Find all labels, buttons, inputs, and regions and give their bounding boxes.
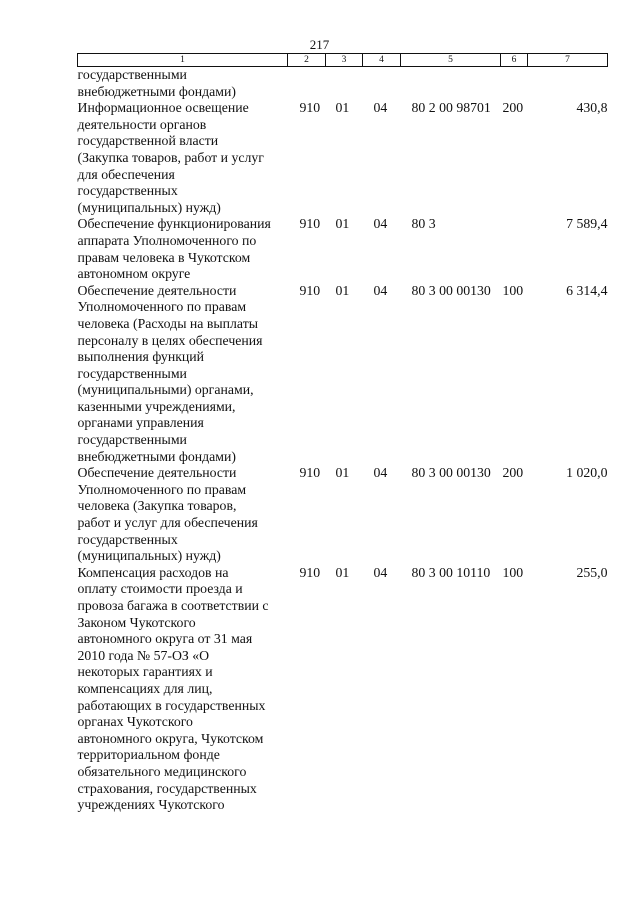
expense-name: Обеспечение деятельности Уполномоченного по правам человека (Расходы на выплаты персоналу в целях обеспечения выполнения функций государственными (муниципальными) органами, казенными учреждениями, органами управления государственными внебюджетными фондами) <box>77 282 263 464</box>
table-row <box>78 100 608 216</box>
target-article-code <box>401 67 501 101</box>
amount: 7 589,4 <box>566 216 608 232</box>
amount: 6 314,4 <box>566 282 608 298</box>
chapter-code: 910 <box>299 465 321 481</box>
column-number-header: 5 <box>401 54 501 67</box>
column-number-header: 1 <box>78 54 288 67</box>
budget-table <box>77 53 608 814</box>
target-article-code: 80 3 00 00130 <box>411 465 491 481</box>
expense-name: Компенсация расходов на оплату стоимости проезда и провоза багажа в соответствии с Законом Чукотского автономного округа от 31 мая 2010 года № 57-ОЗ «О некоторых гарантиях и компенсациях для лиц, работающих в государственных органах Чукотского автономного округа, Чукотском территориальном фонде обязательного медицинского страхования, государственных учреждениях Чукотского <box>77 564 269 813</box>
chapter-code: 910 <box>299 100 321 116</box>
column-number-header: 6 <box>501 54 528 67</box>
column-number-header: 4 <box>363 54 401 67</box>
table-row <box>78 283 608 466</box>
expense-type-code: 100 <box>502 564 524 580</box>
page-number: 217 <box>309 37 330 52</box>
column-number-header: 7 <box>528 54 608 67</box>
subsection-code: 04 <box>373 100 388 116</box>
section-code: 01 <box>335 564 350 580</box>
amount: 255,0 <box>576 564 608 580</box>
expense-name: государственными внебюджетными фондами) <box>77 67 236 99</box>
column-number-header: 3 <box>326 54 363 67</box>
subsection-code <box>363 67 401 101</box>
subsection-code: 04 <box>373 465 388 481</box>
subsection-code: 04 <box>373 282 388 298</box>
amount: 430,8 <box>576 100 608 116</box>
subsection-code: 04 <box>373 216 388 232</box>
amount: 1 020,0 <box>566 465 608 481</box>
amount <box>528 67 608 101</box>
table-row <box>78 67 608 101</box>
section-code <box>326 67 363 101</box>
chapter-code <box>288 67 326 101</box>
section-code: 01 <box>335 282 350 298</box>
column-number-row <box>78 54 608 67</box>
section-code: 01 <box>335 216 350 232</box>
table-row <box>78 216 608 282</box>
expense-type-code: 200 <box>502 465 524 481</box>
expense-name: Обеспечение функционирования аппарата Уполномоченного по правам человека в Чукотском автономном округе <box>77 216 271 282</box>
chapter-code: 910 <box>299 216 321 232</box>
expense-name: Информационное освещение деятельности органов государственной власти (Закупка товаров, работ и услуг для обеспечения государственных (муниципальных) нужд) <box>77 100 264 215</box>
expense-type-code <box>501 67 528 101</box>
target-article-code: 80 3 <box>411 216 436 232</box>
section-code: 01 <box>335 100 350 116</box>
expense-name: Обеспечение деятельности Уполномоченного по правам человека (Закупка товаров, работ и услуг для обеспечения государственных (муниципальных) нужд) <box>77 465 258 564</box>
target-article-code: 80 3 00 00130 <box>411 282 491 298</box>
table-row <box>78 565 608 814</box>
expense-type-code <box>501 216 528 282</box>
table-row <box>78 465 608 565</box>
expense-type-code: 100 <box>502 282 524 298</box>
expense-type-code: 200 <box>502 100 524 116</box>
target-article-code: 80 3 00 10110 <box>411 564 491 580</box>
chapter-code: 910 <box>299 564 321 580</box>
target-article-code: 80 2 00 98701 <box>411 100 491 116</box>
subsection-code: 04 <box>373 564 388 580</box>
section-code: 01 <box>335 465 350 481</box>
chapter-code: 910 <box>299 282 321 298</box>
column-number-header: 2 <box>288 54 326 67</box>
